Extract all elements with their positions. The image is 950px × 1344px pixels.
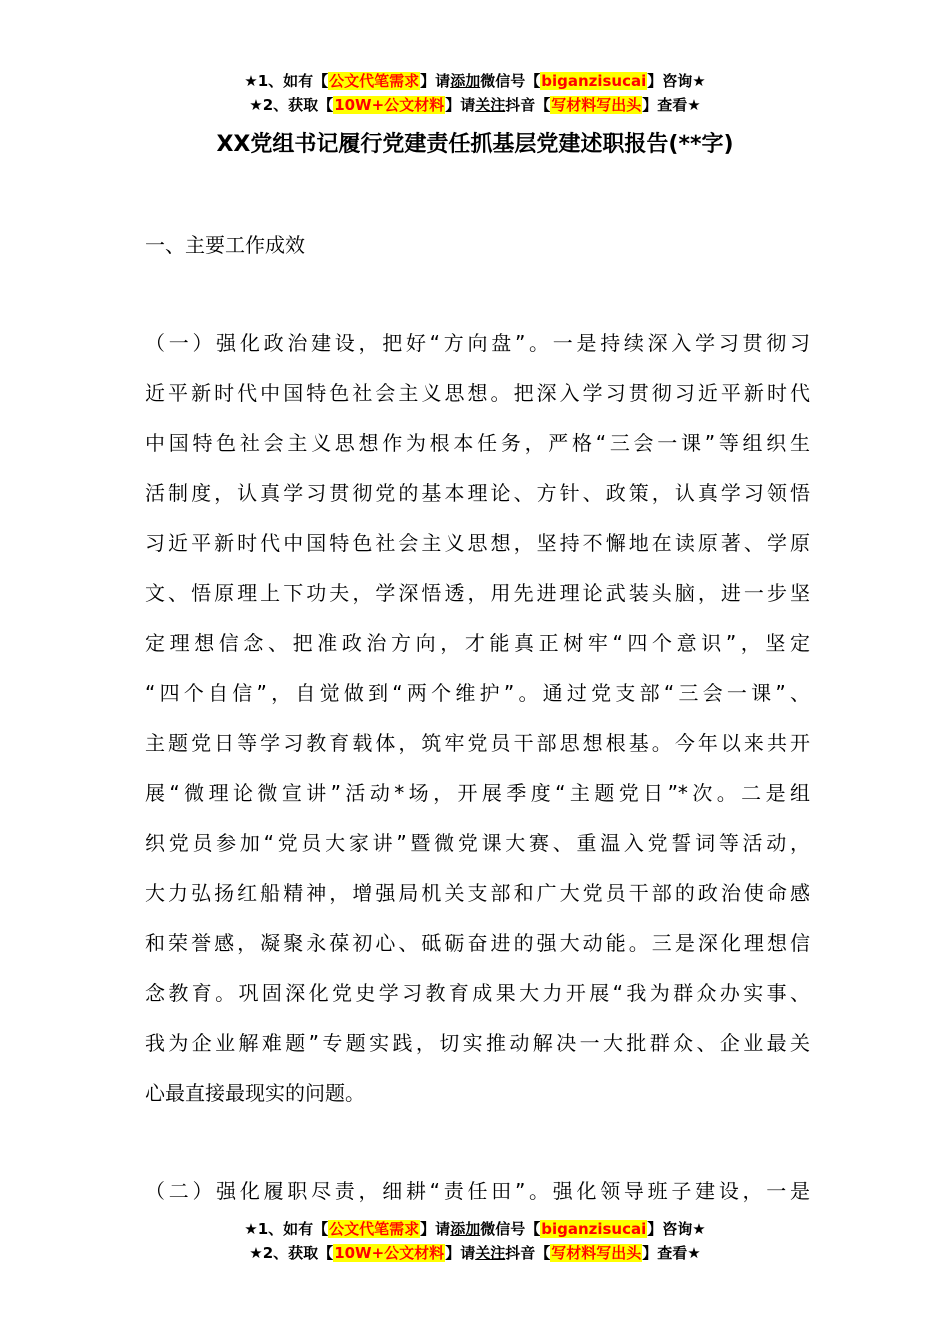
promo-text: 微信号【	[480, 72, 541, 90]
promo-underlined: 关注	[475, 1244, 506, 1262]
paragraph-line: 和荣誉感，凝聚永葆初心、砥砺奋进的强大动能。三是深化理想信	[145, 931, 810, 955]
paragraph-line: 念教育。巩固深化党史学习教育成果大力开展“我为群众办实事、	[145, 981, 810, 1005]
promo-highlight: 10W+公文材料	[334, 96, 445, 114]
paragraph-line: “四个自信”，自觉做到“两个维护”。通过党支部“三会一课”、	[145, 681, 810, 705]
promo-text: ★2、获取【	[249, 1244, 334, 1262]
promo-text: ★2、获取【	[249, 96, 334, 114]
paragraph-2	[145, 1166, 810, 1216]
paragraph-line: 活制度，认真学习贯彻党的基本理论、方针、政策，认真学习领悟	[145, 481, 810, 505]
promo-underlined: 添加	[450, 72, 481, 90]
paragraph-line: 主题党日等学习教育载体，筑牢党员干部思想根基。今年以来共开	[145, 731, 810, 755]
promo-highlight: 公文代笔需求	[329, 1220, 420, 1238]
promo-line-top-1	[0, 70, 950, 92]
promo-text: 】请	[445, 96, 476, 114]
paragraph-line: 心最直接最现实的问题。	[145, 1081, 365, 1105]
promo-text: ★1、如有【	[244, 1220, 329, 1238]
promo-highlight: biganzisucai	[541, 72, 647, 90]
paragraph-line: 习近平新时代中国特色社会主义思想，坚持不懈地在读原著、学原	[145, 531, 810, 555]
paragraph-line: 展“微理论微宣讲”活动*场，开展季度“主题党日”*次。二是组	[145, 781, 810, 805]
promo-text: 抖音【	[505, 96, 551, 114]
paragraph-1	[145, 318, 810, 1118]
promo-text: 】查看★	[642, 1244, 701, 1262]
promo-text: 抖音【	[505, 1244, 551, 1262]
promo-text: ★1、如有【	[244, 72, 329, 90]
paragraph-line: 我为企业解难题”专题实践，切实推动解决一大批群众、企业最关	[145, 1031, 810, 1055]
paragraph-line: （二）强化履职尽责，细耕“责任田”。强化领导班子建设，一是	[145, 1179, 810, 1203]
promo-line-bottom-2	[0, 1242, 950, 1264]
promo-highlight: 写材料写出头	[551, 1244, 642, 1262]
paragraph-line: 大力弘扬红船精神，增强局机关支部和广大党员干部的政治使命感	[145, 881, 810, 905]
document-title: XX党组书记履行党建责任抓基层党建述职报告(**字)	[216, 132, 734, 157]
paragraph-line: 定理想信念、把准政治方向，才能真正树牢“四个意识”，坚定	[145, 631, 810, 655]
promo-underlined: 关注	[475, 96, 506, 114]
paragraph-line: 近平新时代中国特色社会主义思想。把深入学习贯彻习近平新时代	[145, 381, 810, 405]
promo-text: 】请	[420, 72, 451, 90]
section-heading: 一、主要工作成效	[145, 233, 305, 257]
paragraph-line: 织党员参加“党员大家讲”暨微党课大赛、重温入党誓词等活动，	[145, 831, 810, 855]
promo-highlight: biganzisucai	[541, 1220, 647, 1238]
promo-line-top-2	[0, 94, 950, 116]
promo-text: 】咨询★	[647, 1220, 706, 1238]
promo-highlight: 写材料写出头	[551, 96, 642, 114]
promo-text: 】请	[445, 1244, 476, 1262]
promo-text: 】请	[420, 1220, 451, 1238]
paragraph-line: （一）强化政治建设，把好“方向盘”。一是持续深入学习贯彻习	[145, 331, 810, 355]
promo-highlight: 10W+公文材料	[334, 1244, 445, 1262]
promo-underlined: 添加	[450, 1220, 481, 1238]
promo-text: 】查看★	[642, 96, 701, 114]
paragraph-line: 中国特色社会主义思想作为根本任务，严格“三会一课”等组织生	[145, 431, 810, 455]
promo-text: 】咨询★	[647, 72, 706, 90]
paragraph-line: 文、悟原理上下功夫，学深悟透，用先进理论武装头脑，进一步坚	[145, 581, 810, 605]
promo-line-bottom-1	[0, 1218, 950, 1240]
promo-text: 微信号【	[480, 1220, 541, 1238]
promo-highlight: 公文代笔需求	[329, 72, 420, 90]
